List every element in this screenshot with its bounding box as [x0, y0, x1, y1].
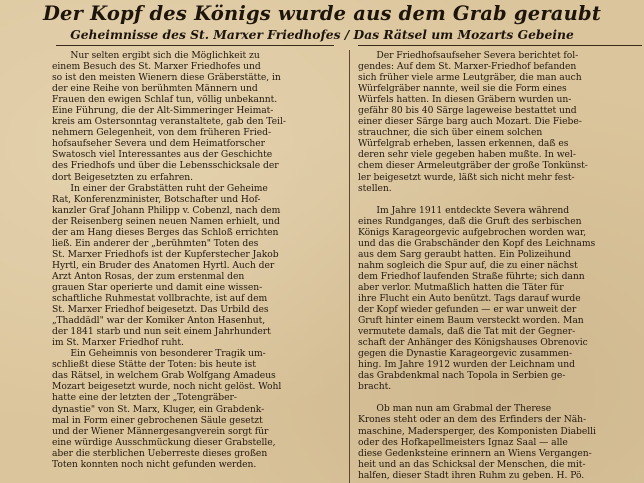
article-column-left [52, 50, 342, 470]
headline: Der Kopf des Königs wurde aus dem Grab geraubt [42, 2, 602, 25]
text-line: dynastie" von St. Marx, Kluger, ein Grabdenk- [52, 403, 265, 415]
text-line: Königs Karageorgevic aufgebrochen worden war, [358, 226, 587, 238]
text-line: Würfels hatten. In diesen Gräbern wurden un- [358, 94, 572, 106]
text-line: hofsaufseher Severa und dem Heimatforscher [52, 138, 266, 150]
text-line: Ein Geheimnis von besonderer Tragik um- [70, 348, 266, 360]
text-line: der am Hang dieses Berges das Schloß errichten [52, 226, 279, 238]
text-line: ihre Flucht ein Auto benützt. Tags darauf wurde [358, 292, 581, 304]
text-line: nahm sogleich die Spur auf, die zu einer nächst [358, 259, 578, 271]
text-line: heit und an das Schicksal der Menschen, die mit- [358, 458, 586, 470]
text-line: aber verlor. Mutmaßlich hatten die Täter für [358, 281, 564, 293]
text-line: einem Besuch des St. Marxer Friedhofes und [52, 61, 261, 73]
text-line: der Kopf wieder gefunden — er war unweit der [358, 304, 577, 316]
text-line: Gruft hinter einem Baum versteckt worden. Man [358, 315, 584, 327]
text-line: des Friedhofs und über die Lebensschicksale der [52, 160, 279, 172]
column-divider [349, 50, 350, 483]
text-line: und das die Grabschänder den Kopf des Leichnams [358, 237, 596, 249]
text-line: ler beigesetzt wurde, läßt sich nicht mehr fest- [358, 171, 575, 183]
text-line: Rat, Konferenzminister, Botschafter und Hof- [52, 193, 261, 205]
text-line: mal in Form einer gebrochenen Säule gesetzt [52, 414, 263, 426]
text-line: Krones steht oder an dem des Erfinders der Näh- [358, 414, 587, 426]
text-line: eine würdige Ausschmückung dieser Grabstelle, [52, 436, 276, 448]
text-line: strauchner, die sich über einem solchen [358, 127, 543, 139]
text-line: Der Friedhofsaufseher Severa berichtet fol- [376, 50, 579, 61]
text-line: Nur selten ergibt sich die Möglichkeit zu [70, 50, 260, 61]
text-line: schaftliche Ruhmestat vollbrachte, ist auf dem [52, 293, 268, 305]
text-line: maschine, Madersperger, des Komponisten Diabelli [358, 425, 596, 437]
paragraph-gap [358, 392, 642, 403]
article-column-right [358, 50, 642, 481]
text-line: gefähr 80 bis 40 Särge lageweise bestattet und [358, 105, 577, 117]
text-line: hatte eine der letzten der „Totengräber- [52, 392, 237, 404]
text-line: gegen die Dynastie Karageorgevic zusammen- [358, 348, 573, 360]
text-line: Eine Führung, die der Alt-Simmeringer Heimat- [52, 105, 274, 117]
text-line: Ob man nun am Grabmal der Therese [376, 403, 552, 415]
text-line: aber die sterblichen Ueberreste dieses großen [52, 447, 268, 459]
text-line: dem Friedhof laufenden Straße führte; sich dann [358, 270, 585, 282]
text-line: schaft der Anhänger des Königshauses Obrenovic [358, 337, 588, 349]
text-line: stellen. [358, 182, 392, 194]
text-line: der 1841 starb und nun seit einem Jahrhundert [52, 326, 271, 338]
text-line: aus dem Sarg geraubt hatten. Ein Polizeihund [358, 248, 571, 260]
text-line: der Reisenberg seinen neuen Namen erhielt, und [52, 215, 280, 227]
text-line: eines Rundganges, daß die Gruft des serbischen [358, 215, 582, 227]
text-line: das Grabdenkmal nach Topola in Serbien ge- [358, 370, 566, 382]
text-line: hing. Im Jahre 1912 wurden der Leichnam und [358, 359, 575, 371]
text-line: dort Beigesetzten zu erfahren. [52, 171, 193, 183]
text-line: oder des Hofkapellmeisters Ignaz Saal — alle [358, 436, 568, 448]
text-line: Im Jahre 1911 entdeckte Severa während [376, 204, 570, 216]
text-line: nehmern Gelegenheit, von dem früheren Fried- [52, 127, 272, 139]
text-line: diese Gedenksteine erinnern an Wiens Vergangen- [358, 447, 592, 459]
text-line: Würfelgrab erheben, lassen erkennen, daß es [358, 138, 569, 150]
text-line: grauen Star operierte und damit eine wissen- [52, 281, 263, 293]
text-line: kreis am Ostersonntag veranstaltete, gab den Teil- [52, 116, 286, 128]
text-line: vermutete damals, daß die Tat mit der Gegner- [358, 326, 576, 338]
paragraph-gap [358, 194, 642, 205]
text-line: Arzt Anton Rosas, der zum erstenmal den [52, 270, 245, 282]
text-line: gendes: Auf dem St. Marxer-Friedhof befanden [358, 61, 577, 73]
text-line: In einer der Grabstätten ruht der Geheime [70, 182, 268, 194]
text-line: Würfelgräber nannte, weil sie die Form eines [358, 83, 567, 95]
text-line: deren sehr viele gegeben haben mußte. In wel- [358, 149, 576, 161]
subheadline-rule-left [56, 45, 334, 46]
text-line: „Thaddädl" war der Komiker Anton Hasenhut, [52, 315, 266, 327]
text-line: bracht. [358, 381, 392, 393]
text-line: sich früher viele arme Leutgräber, die man auch [358, 72, 582, 84]
text-line: halfen, dieser Stadt ihren Ruhm zu geben. H. Pö. [358, 469, 585, 481]
text-line: Toten konnten noch nicht gefunden werden. [52, 458, 257, 470]
text-line: einer dieser Särge barg auch Mozart. Die Fiebe- [358, 116, 582, 128]
text-line: der eine Reihe von berühmten Männern und [52, 83, 258, 95]
text-line: das Rätsel, in welchem Grab Wolfgang Amadeus [52, 370, 276, 382]
text-line: Hyrtl, ein Bruder des Anatomen Hyrtl. Auch der [52, 259, 275, 271]
text-line: und der Wiener Männergesangverein sorgt für [52, 425, 269, 437]
text-line: St. Marxer Friedhofs ist der Kupferstecher Jakob [52, 248, 279, 260]
text-line: St. Marxer Friedhof beigesetzt. Das Urbild des [52, 304, 269, 316]
text-line: chem dieser Armeleutgräber der große Tonkünst- [358, 160, 588, 172]
text-line: kanzler Graf Johann Philipp v. Cobenzl, nach dem [52, 204, 281, 216]
text-line: Swatosch viel Interessantes aus der Geschichte [52, 149, 273, 161]
text-line: Mozart beigesetzt wurde, noch nicht gelöst. Wohl [52, 381, 282, 393]
text-line: so ist den meisten Wienern diese Gräberstätte, in [52, 72, 281, 84]
text-line: schließt diese Stätte der Toten: bis heute ist [52, 359, 256, 371]
text-line: im St. Marxer Friedhof ruht. [52, 337, 184, 349]
text-line: ließ. Ein anderer der „berühmten" Toten des [52, 237, 259, 249]
subheadline: Geheimnisse des St. Marxer Friedhofes / Das Rätsel um Mozarts Gebeine [70, 27, 574, 42]
subheadline-rule-right [358, 45, 642, 46]
text-line: Frauen den ewigen Schlaf tun, völlig unbekannt. [52, 94, 278, 106]
